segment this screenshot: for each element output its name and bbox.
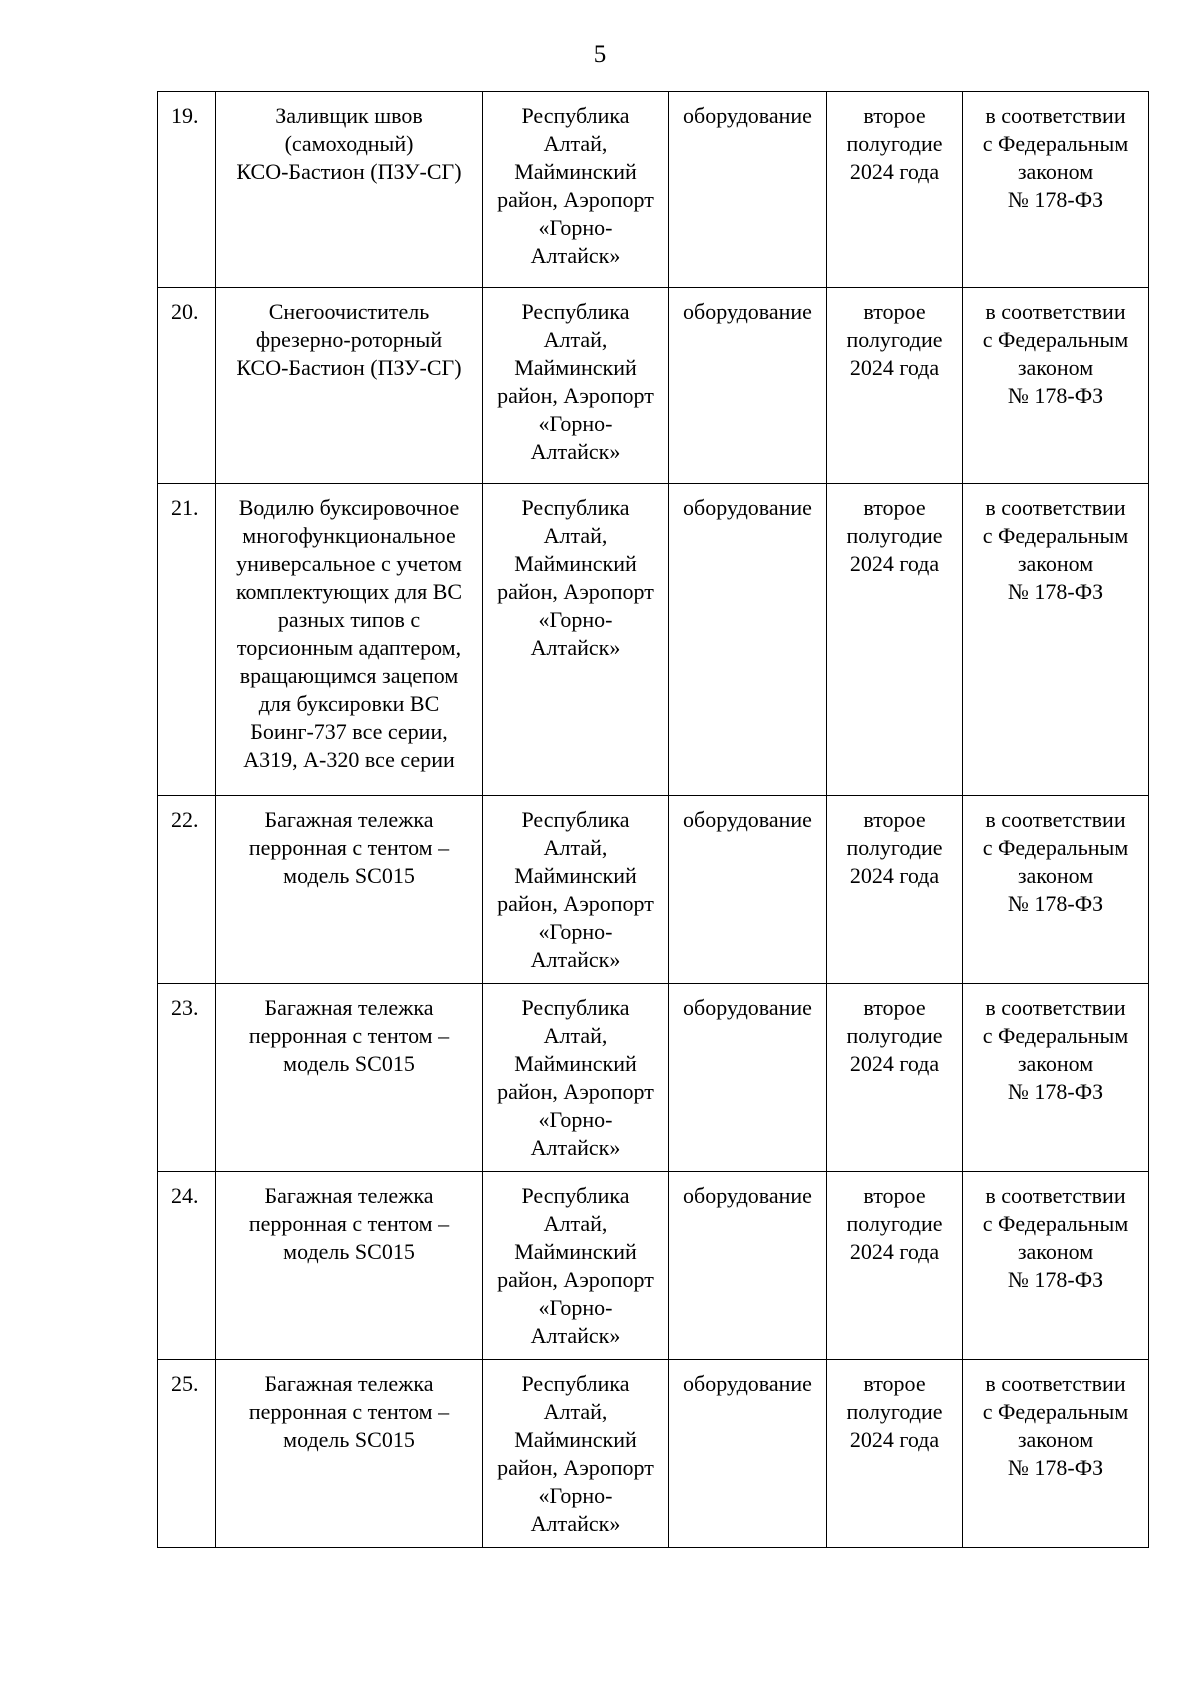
location-line: район, Аэропорт <box>497 1079 654 1104</box>
location-line: Алтайск» <box>530 1135 621 1160</box>
location-line: Алтайск» <box>530 1323 621 1348</box>
equipment-name-line: КСО-Бастион (ПЗУ-СГ) <box>236 355 462 380</box>
location-line: Алтай, <box>543 131 608 156</box>
equipment-name-cell <box>216 92 483 288</box>
location-line: район, Аэропорт <box>497 579 654 604</box>
equipment-name-line: перронная с тентом – <box>248 1023 450 1048</box>
basis-line: в соответствии <box>985 103 1126 128</box>
equipment-name-line: перронная с тентом – <box>248 1211 450 1236</box>
location-line: район, Аэропорт <box>497 187 654 212</box>
location-line: «Горно- <box>538 607 613 632</box>
type-line: оборудование <box>683 299 812 324</box>
row-number: 23. <box>158 984 216 1172</box>
basis-line: с Федеральным <box>982 1211 1129 1236</box>
table-row <box>158 984 1149 1172</box>
row-number: 22. <box>158 796 216 984</box>
equipment-name-line: модель SC015 <box>283 1051 415 1076</box>
basis-line: законом <box>1017 1427 1094 1452</box>
basis-line: № 178-ФЗ <box>1007 1455 1104 1480</box>
basis-line: № 178-ФЗ <box>1007 1079 1104 1104</box>
location-line: Майминский <box>514 355 637 380</box>
type-cell <box>669 484 827 796</box>
period-line: 2024 года <box>849 1051 940 1076</box>
period-line: второе <box>863 1371 926 1396</box>
location-line: Майминский <box>514 863 637 888</box>
period-line: второе <box>863 807 926 832</box>
location-line: Республика <box>521 299 630 324</box>
basis-line: законом <box>1017 863 1094 888</box>
period-line: второе <box>863 103 926 128</box>
basis-line: № 178-ФЗ <box>1007 187 1104 212</box>
location-line: Республика <box>521 1371 630 1396</box>
location-cell <box>483 1360 669 1548</box>
equipment-name-line: перронная с тентом – <box>248 1399 450 1424</box>
period-line: 2024 года <box>849 355 940 380</box>
location-line: «Горно- <box>538 215 613 240</box>
table-row <box>158 1360 1149 1548</box>
basis-line: с Федеральным <box>982 327 1129 352</box>
type-cell <box>669 984 827 1172</box>
basis-cell <box>963 484 1149 796</box>
period-cell <box>827 796 963 984</box>
location-line: Алтайск» <box>530 439 621 464</box>
location-line: Алтай, <box>543 327 608 352</box>
page-number: 5 <box>593 41 607 68</box>
equipment-name-line: перронная с тентом – <box>248 835 450 860</box>
period-line: 2024 года <box>849 551 940 576</box>
equipment-name-line: Боинг-737 все серии, <box>250 719 448 744</box>
period-cell <box>827 484 963 796</box>
location-line: «Горно- <box>538 1483 613 1508</box>
basis-line: в соответствии <box>985 495 1126 520</box>
equipment-name-line: Багажная тележка <box>264 1183 434 1208</box>
basis-line: с Федеральным <box>982 835 1129 860</box>
location-line: Майминский <box>514 551 637 576</box>
type-line: оборудование <box>683 103 812 128</box>
equipment-name-line: разных типов с <box>277 607 421 632</box>
location-line: район, Аэропорт <box>497 1455 654 1480</box>
location-line: Алтайск» <box>530 947 621 972</box>
equipment-name-line: торсионным адаптером, <box>236 635 462 660</box>
location-line: Республика <box>521 103 630 128</box>
basis-line: законом <box>1017 355 1094 380</box>
location-cell <box>483 92 669 288</box>
basis-cell <box>963 984 1149 1172</box>
table-row <box>158 484 1149 796</box>
basis-line: № 178-ФЗ <box>1007 383 1104 408</box>
basis-line: законом <box>1017 1239 1094 1264</box>
period-line: полугодие <box>846 523 943 548</box>
equipment-name-cell <box>216 1172 483 1360</box>
period-line: полугодие <box>846 1211 943 1236</box>
period-line: второе <box>863 995 926 1020</box>
basis-line: с Федеральным <box>982 1023 1129 1048</box>
location-line: Майминский <box>514 159 637 184</box>
period-line: 2024 года <box>849 1239 940 1264</box>
basis-line: с Федеральным <box>982 131 1129 156</box>
location-line: Республика <box>521 1183 630 1208</box>
equipment-table <box>157 91 1149 1548</box>
equipment-name-line: КСО-Бастион (ПЗУ-СГ) <box>236 159 462 184</box>
basis-line: в соответствии <box>985 1183 1126 1208</box>
basis-line: в соответствии <box>985 807 1126 832</box>
period-line: 2024 года <box>849 1427 940 1452</box>
table-body <box>158 92 1149 1548</box>
equipment-name-line: вращающимся зацепом <box>239 663 459 688</box>
basis-line: законом <box>1017 551 1094 576</box>
equipment-name-line: А319, А-320 все серии <box>243 747 455 772</box>
location-line: Алтай, <box>543 1399 608 1424</box>
basis-line: с Федеральным <box>982 523 1129 548</box>
equipment-name-line: фрезерно-роторный <box>255 327 443 352</box>
location-cell <box>483 796 669 984</box>
location-line: «Горно- <box>538 1107 613 1132</box>
period-line: 2024 года <box>849 159 940 184</box>
basis-line: в соответствии <box>985 299 1126 324</box>
equipment-name-cell <box>216 796 483 984</box>
period-cell <box>827 1360 963 1548</box>
equipment-name-line: многофункциональное <box>242 523 456 548</box>
table-row <box>158 796 1149 984</box>
equipment-name-line: Багажная тележка <box>264 995 434 1020</box>
period-line: второе <box>863 299 926 324</box>
type-cell <box>669 1360 827 1548</box>
location-cell <box>483 984 669 1172</box>
basis-line: с Федеральным <box>982 1399 1129 1424</box>
location-line: Республика <box>521 495 630 520</box>
equipment-name-line: Багажная тележка <box>264 1371 434 1396</box>
location-line: Алтайск» <box>530 1511 621 1536</box>
period-line: полугодие <box>846 1023 943 1048</box>
type-cell <box>669 288 827 484</box>
location-line: Алтайск» <box>530 635 621 660</box>
basis-cell <box>963 288 1149 484</box>
equipment-name-line: комплектующих для ВС <box>235 579 463 604</box>
equipment-name-line: модель SC015 <box>283 1427 415 1452</box>
equipment-name-line: (самоходный) <box>284 131 414 156</box>
row-number: 25. <box>158 1360 216 1548</box>
basis-line: в соответствии <box>985 1371 1126 1396</box>
period-line: полугодие <box>846 131 943 156</box>
location-line: район, Аэропорт <box>497 383 654 408</box>
location-line: Алтай, <box>543 523 608 548</box>
type-cell <box>669 92 827 288</box>
equipment-name-line: Заливщик швов <box>275 103 423 128</box>
equipment-name-line: Водилю буксировочное <box>238 495 460 520</box>
row-number: 20. <box>158 288 216 484</box>
location-line: район, Аэропорт <box>497 891 654 916</box>
location-line: район, Аэропорт <box>497 1267 654 1292</box>
equipment-name-cell <box>216 288 483 484</box>
location-line: Майминский <box>514 1051 637 1076</box>
location-cell <box>483 288 669 484</box>
location-line: Майминский <box>514 1427 637 1452</box>
period-line: 2024 года <box>849 863 940 888</box>
equipment-name-cell <box>216 984 483 1172</box>
period-cell <box>827 92 963 288</box>
basis-line: № 178-ФЗ <box>1007 1267 1104 1292</box>
location-line: Майминский <box>514 1239 637 1264</box>
basis-line: в соответствии <box>985 995 1126 1020</box>
type-line: оборудование <box>683 1371 812 1396</box>
basis-cell <box>963 796 1149 984</box>
equipment-name-line: Снегоочиститель <box>268 299 430 324</box>
equipment-name-line: модель SC015 <box>283 863 415 888</box>
period-line: второе <box>863 495 926 520</box>
location-line: Алтай, <box>543 1023 608 1048</box>
equipment-name-line: универсальное с учетом <box>236 551 462 576</box>
location-cell <box>483 484 669 796</box>
period-cell <box>827 288 963 484</box>
equipment-name-line: модель SC015 <box>283 1239 415 1264</box>
row-number: 19. <box>158 92 216 288</box>
row-number: 24. <box>158 1172 216 1360</box>
equipment-name-line: для буксировки ВС <box>258 691 440 716</box>
equipment-name-cell <box>216 1360 483 1548</box>
period-cell <box>827 984 963 1172</box>
basis-line: № 178-ФЗ <box>1007 891 1104 916</box>
basis-line: законом <box>1017 1051 1094 1076</box>
equipment-name-cell <box>216 484 483 796</box>
period-line: полугодие <box>846 835 943 860</box>
row-number: 21. <box>158 484 216 796</box>
location-line: «Горно- <box>538 1295 613 1320</box>
period-line: полугодие <box>846 327 943 352</box>
location-line: «Горно- <box>538 919 613 944</box>
basis-line: законом <box>1017 159 1094 184</box>
table-row <box>158 1172 1149 1360</box>
equipment-name-line: Багажная тележка <box>264 807 434 832</box>
type-line: оборудование <box>683 807 812 832</box>
type-cell <box>669 1172 827 1360</box>
table-row <box>158 288 1149 484</box>
type-line: оборудование <box>683 495 812 520</box>
basis-line: № 178-ФЗ <box>1007 579 1104 604</box>
location-line: Алтай, <box>543 1211 608 1236</box>
basis-cell <box>963 92 1149 288</box>
period-line: второе <box>863 1183 926 1208</box>
period-line: полугодие <box>846 1399 943 1424</box>
type-line: оборудование <box>683 1183 812 1208</box>
location-line: «Горно- <box>538 411 613 436</box>
location-line: Алтайск» <box>530 243 621 268</box>
type-cell <box>669 796 827 984</box>
location-line: Алтай, <box>543 835 608 860</box>
type-line: оборудование <box>683 995 812 1020</box>
location-cell <box>483 1172 669 1360</box>
location-line: Республика <box>521 995 630 1020</box>
period-cell <box>827 1172 963 1360</box>
basis-cell <box>963 1172 1149 1360</box>
location-line: Республика <box>521 807 630 832</box>
basis-cell <box>963 1360 1149 1548</box>
table-row <box>158 92 1149 288</box>
